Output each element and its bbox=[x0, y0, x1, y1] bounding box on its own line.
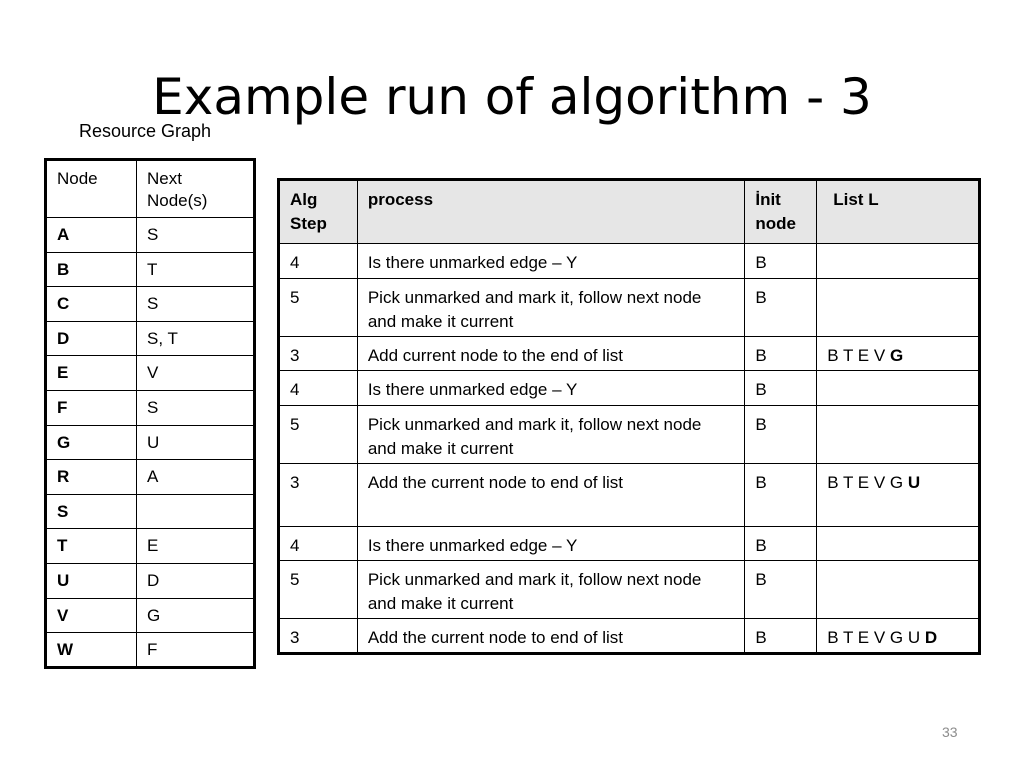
alg-step-cell: 5 bbox=[279, 278, 358, 336]
header-init-node: İnit node bbox=[745, 180, 817, 244]
table-row bbox=[46, 425, 255, 460]
list-l-cell bbox=[817, 278, 980, 336]
list-new-node: U bbox=[907, 472, 921, 492]
table-header-row bbox=[46, 160, 255, 218]
list-l-cell bbox=[817, 526, 980, 561]
node-cell: W bbox=[46, 633, 137, 668]
table-row bbox=[46, 252, 255, 287]
next-nodes-cell: E bbox=[137, 529, 255, 564]
table-row bbox=[46, 460, 255, 495]
list-l-cell bbox=[817, 371, 980, 406]
table-row bbox=[279, 561, 980, 619]
list-l-cell bbox=[817, 561, 980, 619]
table-row bbox=[46, 563, 255, 598]
table-header-row bbox=[279, 180, 980, 244]
process-cell: Add the current node to end of list bbox=[357, 463, 745, 526]
process-cell: Pick unmarked and mark it, follow next node and make it current bbox=[357, 405, 745, 463]
node-cell: T bbox=[46, 529, 137, 564]
alg-step-cell: 4 bbox=[279, 371, 358, 406]
header-alg-step: Alg Step bbox=[279, 180, 358, 244]
table-row bbox=[279, 619, 980, 654]
algorithm-steps-table bbox=[277, 178, 981, 655]
list-new-node: G bbox=[889, 345, 904, 365]
next-nodes-cell: S bbox=[137, 287, 255, 322]
alg-step-cell: 3 bbox=[279, 463, 358, 526]
alg-step-cell: 5 bbox=[279, 561, 358, 619]
process-cell: Is there unmarked edge – Y bbox=[357, 371, 745, 406]
table-row bbox=[279, 244, 980, 279]
list-plain-text: B T E V bbox=[827, 345, 890, 365]
node-cell: V bbox=[46, 598, 137, 633]
node-cell: E bbox=[46, 356, 137, 391]
next-nodes-cell: S bbox=[137, 218, 255, 253]
next-nodes-cell: D bbox=[137, 563, 255, 598]
next-nodes-cell: S bbox=[137, 390, 255, 425]
init-node-cell: B bbox=[745, 526, 817, 561]
list-l-cell bbox=[817, 244, 980, 279]
node-cell: A bbox=[46, 218, 137, 253]
page-number: 33 bbox=[942, 724, 958, 740]
table-row bbox=[279, 463, 980, 526]
table-row bbox=[46, 218, 255, 253]
table-row bbox=[279, 336, 980, 371]
list-l-cell bbox=[817, 463, 980, 526]
node-cell: B bbox=[46, 252, 137, 287]
process-cell: Add current node to the end of list bbox=[357, 336, 745, 371]
init-node-cell: B bbox=[745, 619, 817, 654]
list-l-cell bbox=[817, 336, 980, 371]
header-node: Node bbox=[46, 160, 137, 218]
alg-step-cell: 3 bbox=[279, 619, 358, 654]
node-cell: R bbox=[46, 460, 137, 495]
table-row bbox=[279, 526, 980, 561]
alg-step-cell: 4 bbox=[279, 526, 358, 561]
next-nodes-cell: S, T bbox=[137, 321, 255, 356]
init-node-cell: B bbox=[745, 561, 817, 619]
init-node-cell: B bbox=[745, 371, 817, 406]
alg-step-cell: 5 bbox=[279, 405, 358, 463]
table-row bbox=[279, 278, 980, 336]
header-next-nodes: Next Node(s) bbox=[137, 160, 255, 218]
list-l-cell bbox=[817, 405, 980, 463]
process-cell: Is there unmarked edge – Y bbox=[357, 244, 745, 279]
node-cell: U bbox=[46, 563, 137, 598]
process-cell: Pick unmarked and mark it, follow next node and make it current bbox=[357, 561, 745, 619]
node-cell: D bbox=[46, 321, 137, 356]
init-node-cell: B bbox=[745, 244, 817, 279]
table-row bbox=[279, 405, 980, 463]
next-nodes-cell: G bbox=[137, 598, 255, 633]
init-node-cell: B bbox=[745, 463, 817, 526]
header-process: process bbox=[357, 180, 745, 244]
next-nodes-cell: T bbox=[137, 252, 255, 287]
list-new-node: D bbox=[924, 628, 938, 647]
process-cell: Add the current node to end of list bbox=[357, 619, 745, 654]
table-row bbox=[46, 321, 255, 356]
node-cell: G bbox=[46, 425, 137, 460]
resource-graph-table bbox=[44, 158, 256, 669]
slide-title: Example run of algorithm - 3 bbox=[152, 68, 872, 126]
init-node-cell: B bbox=[745, 278, 817, 336]
table-row bbox=[46, 633, 255, 668]
next-nodes-cell: A bbox=[137, 460, 255, 495]
next-nodes-cell: F bbox=[137, 633, 255, 668]
table-row bbox=[46, 390, 255, 425]
table-row bbox=[46, 529, 255, 564]
alg-step-cell: 3 bbox=[279, 336, 358, 371]
table-row bbox=[279, 371, 980, 406]
list-l-cell bbox=[817, 619, 980, 654]
node-cell: F bbox=[46, 390, 137, 425]
process-cell: Is there unmarked edge – Y bbox=[357, 526, 745, 561]
init-node-cell: B bbox=[745, 405, 817, 463]
init-node-cell: B bbox=[745, 336, 817, 371]
header-list-l: List L bbox=[817, 180, 980, 244]
table-row bbox=[46, 287, 255, 322]
node-cell: C bbox=[46, 287, 137, 322]
process-cell: Pick unmarked and mark it, follow next node and make it current bbox=[357, 278, 745, 336]
table-row bbox=[46, 494, 255, 529]
list-plain-text: B T E V G bbox=[827, 472, 908, 492]
table-row bbox=[46, 356, 255, 391]
node-cell: S bbox=[46, 494, 137, 529]
next-nodes-cell bbox=[137, 494, 255, 529]
resource-graph-label: Resource Graph bbox=[79, 121, 212, 141]
table-row bbox=[46, 598, 255, 633]
alg-step-cell: 4 bbox=[279, 244, 358, 279]
next-nodes-cell: V bbox=[137, 356, 255, 391]
next-nodes-cell: U bbox=[137, 425, 255, 460]
list-plain-text: B T E V G U bbox=[827, 628, 925, 647]
